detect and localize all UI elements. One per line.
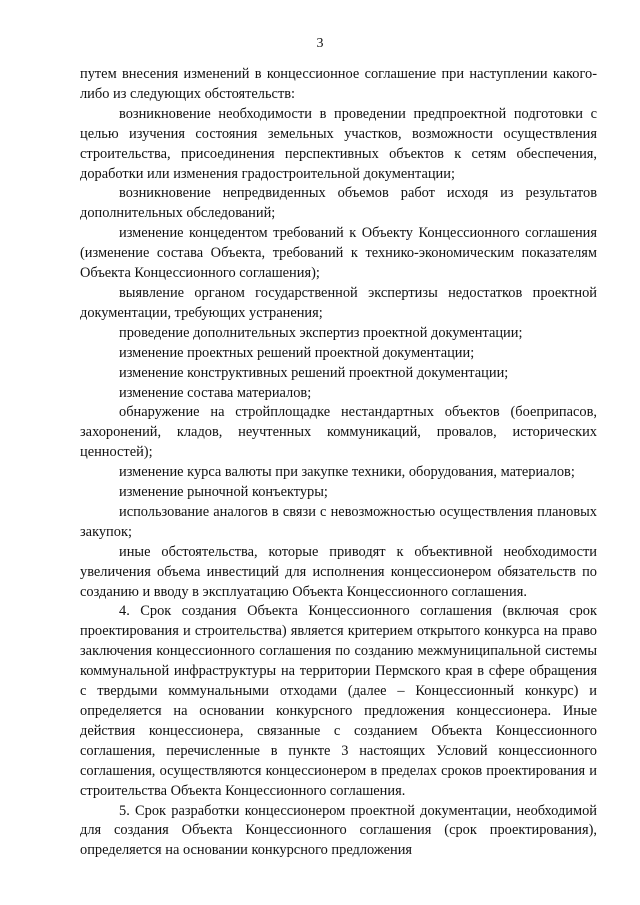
paragraph: путем внесения изменений в концессионное соглашение при наступлении какого-либо из следующих обстоятельств:: [80, 66, 597, 102]
list-item: обнаружение на стройплощадке нестандартных объектов (боеприпасов, захоронений, кладов, неучтенных коммуникаций, провалов, исторических ценностей);: [80, 404, 597, 461]
list-item: изменение проектных решений проектной документации;: [119, 344, 475, 361]
paragraph: 4. Срок создания Объекта Концессионного соглашения (включая срок проектирования и строительства) является критерием открытого конкурса на право заключения концессионного соглашения по созданию межмуниципальной системы коммунальной инфраструктуры на территории Пермского края в сфере обращения с твердыми коммунальными отходами (далее – Концессионный конкурс) и определяется на основании конкурсного предложения концессионера. Иные действия концессионера, связанные с созданием Объекта Концессионного соглашения, перечисленные в пункте 3 настоящих Условий концессионного соглашения, осуществляются концессионером в пределах сроков проектирования и строительства Объекта Концессионного соглашения.: [80, 603, 597, 799]
document-body: [80, 65, 597, 861]
paragraph: 5. Срок разработки концессионером проектной документации, необходимой для создания Объекта Концессионного соглашения (срок проектирования), определяется на основании конкурсного предложения: [80, 802, 597, 859]
list-item: возникновение необходимости в проведении предпроектной подготовки с целью изучения состояния земельных участков, возможности осуществления строительства, присоединения перспективных объектов к сетям обеспечения, доработки или изменения градостроительной документации;: [80, 105, 597, 182]
list-item: выявление органом государственной экспертизы недостатков проектной документации, требующих устранения;: [80, 284, 597, 321]
list-item: проведение дополнительных экспертиз проектной документации;: [119, 324, 523, 341]
list-item: изменение курса валюты при закупке техники, оборудования, материалов;: [119, 464, 575, 481]
list-item: изменение конструктивных решений проектной документации;: [119, 364, 509, 381]
list-item: изменение рыночной конъектуры;: [119, 484, 328, 501]
list-item: иные обстоятельства, которые приводят к объективной необходимости увеличения объема инвестиций для исполнения концессионером обязательств по созданию и вводу в эксплуатацию Объекта Концессионного соглашения.: [80, 543, 597, 600]
page-number: 3: [316, 36, 324, 51]
list-item: возникновение непредвиденных объемов работ исходя из результатов дополнительных обследований;: [80, 185, 597, 222]
list-item: использование аналогов в связи с невозможностью осуществления плановых закупок;: [80, 503, 597, 540]
list-item: изменение концедентом требований к Объекту Концессионного соглашения (изменение состава Объекта, требований к технико-экономическим показателям Объекта Концессионного соглашения);: [80, 225, 597, 282]
list-item: изменение состава материалов;: [119, 384, 312, 401]
